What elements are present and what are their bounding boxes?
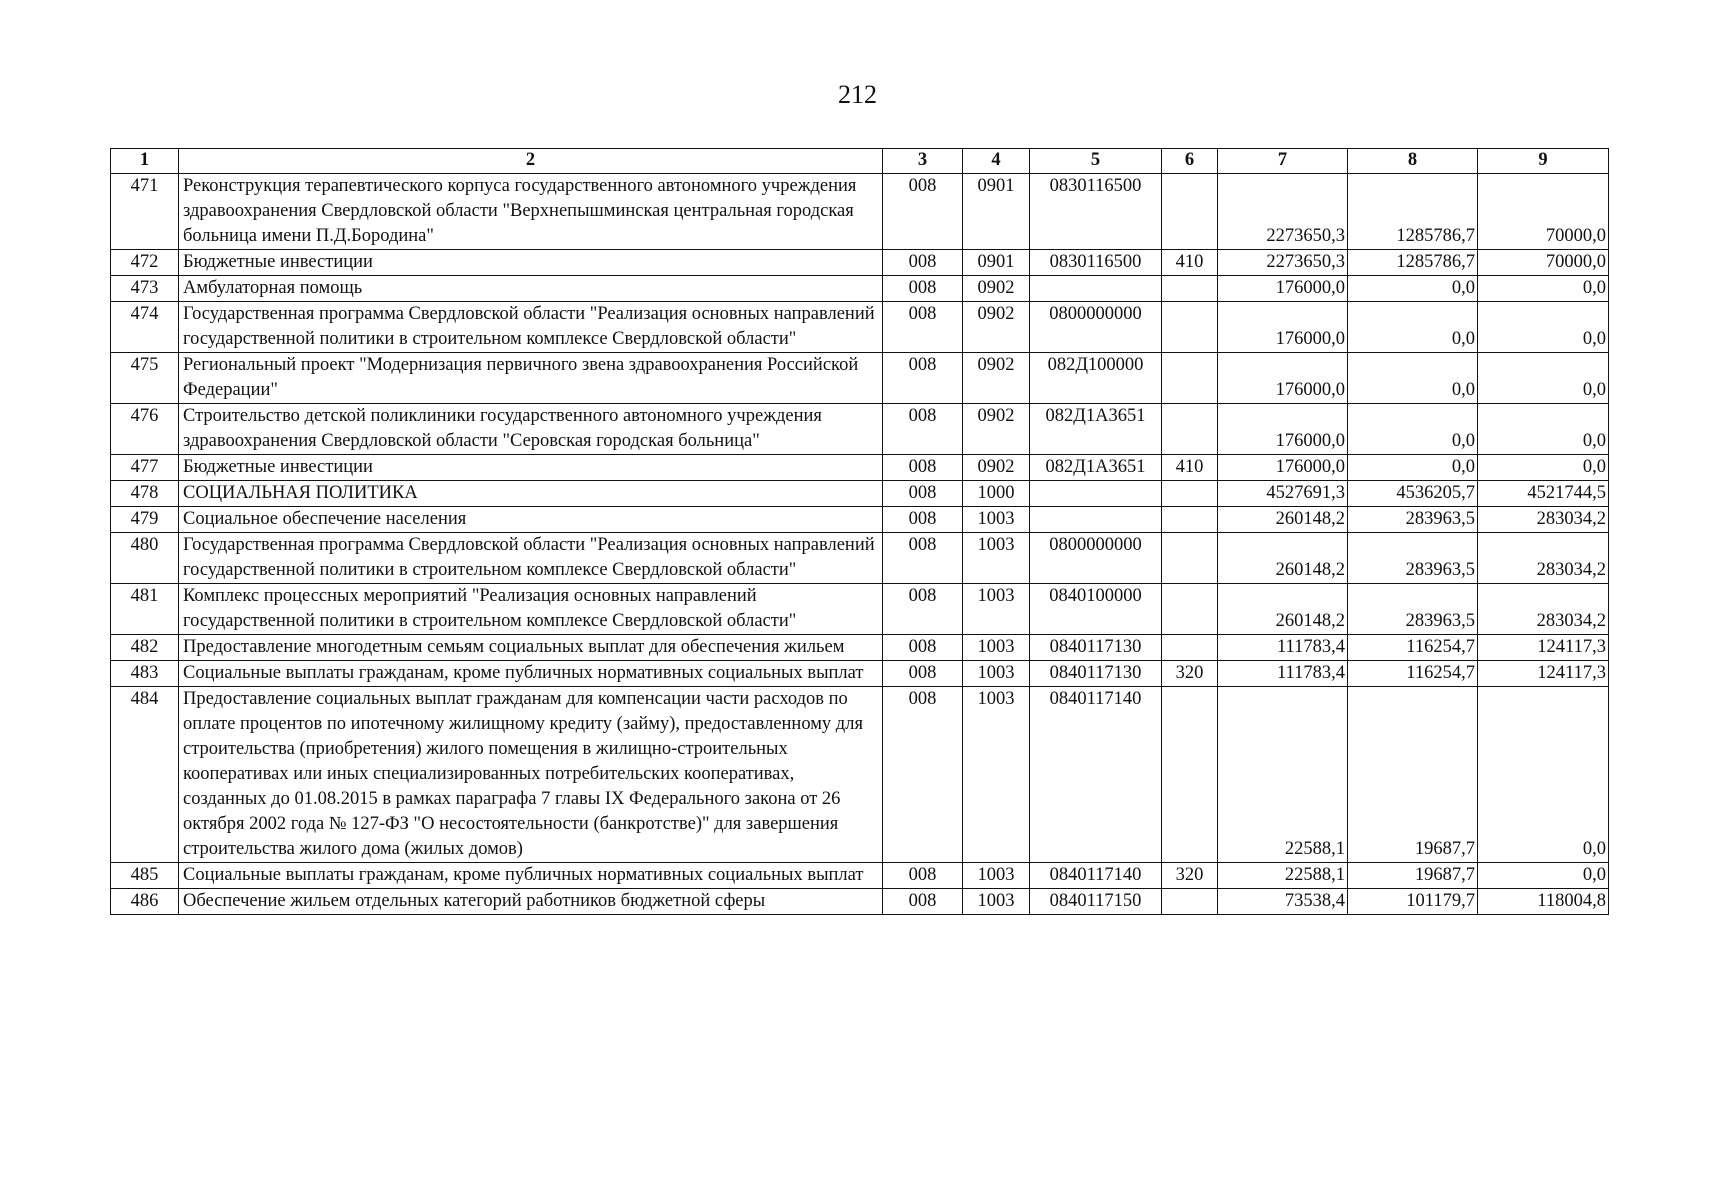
expense-type-code: [1162, 533, 1218, 584]
target-article-code: 0840117130: [1030, 635, 1162, 661]
target-article-code: [1030, 507, 1162, 533]
table-row: [111, 276, 1609, 302]
expense-type-code: [1162, 635, 1218, 661]
column-header: 9: [1478, 149, 1609, 174]
expense-name: Реконструкция терапевтического корпуса государственного автономного учреждения здравоохранения Свердловской области "Верхнепышминская центральная городская больница имени П.Д.Бородина": [179, 174, 883, 250]
section-code: 0901: [963, 174, 1030, 250]
expense-name: Обеспечение жильем отдельных категорий работников бюджетной сферы: [179, 889, 883, 915]
amount-col-7: 176000,0: [1218, 404, 1348, 455]
section-code: 1003: [963, 863, 1030, 889]
amount-col-8: 0,0: [1348, 302, 1478, 353]
ministry-code: 008: [883, 635, 963, 661]
expense-type-code: [1162, 174, 1218, 250]
section-code: 0902: [963, 302, 1030, 353]
amount-col-9: 0,0: [1478, 455, 1609, 481]
amount-col-9: 70000,0: [1478, 250, 1609, 276]
section-code: 0902: [963, 276, 1030, 302]
amount-col-9: 283034,2: [1478, 584, 1609, 635]
table-row: [111, 302, 1609, 353]
ministry-code: 008: [883, 889, 963, 915]
expense-type-code: [1162, 276, 1218, 302]
row-number: 478: [111, 481, 179, 507]
expense-name: Социальные выплаты гражданам, кроме публичных нормативных социальных выплат: [179, 661, 883, 687]
target-article-code: 0840117130: [1030, 661, 1162, 687]
amount-col-9: 0,0: [1478, 302, 1609, 353]
expense-type-code: [1162, 404, 1218, 455]
amount-col-7: 2273650,3: [1218, 174, 1348, 250]
amount-col-8: 116254,7: [1348, 661, 1478, 687]
ministry-code: 008: [883, 302, 963, 353]
expense-type-code: [1162, 507, 1218, 533]
amount-col-9: 124117,3: [1478, 635, 1609, 661]
table-row: [111, 687, 1609, 863]
expense-type-code: [1162, 889, 1218, 915]
expense-name: Государственная программа Свердловской области "Реализация основных направлений государственной политики в строительном комплексе Свердловской области": [179, 302, 883, 353]
expense-name: Строительство детской поликлиники государственного автономного учреждения здравоохранения Свердловской области "Серовская городская больница": [179, 404, 883, 455]
amount-col-7: 22588,1: [1218, 863, 1348, 889]
row-number: 480: [111, 533, 179, 584]
ministry-code: 008: [883, 863, 963, 889]
target-article-code: 0800000000: [1030, 533, 1162, 584]
column-header: 7: [1218, 149, 1348, 174]
expense-name: Амбулаторная помощь: [179, 276, 883, 302]
target-article-code: 0800000000: [1030, 302, 1162, 353]
target-article-code: 082Д1А3651: [1030, 455, 1162, 481]
expense-type-code: [1162, 481, 1218, 507]
amount-col-8: 4536205,7: [1348, 481, 1478, 507]
amount-col-9: 0,0: [1478, 276, 1609, 302]
ministry-code: 008: [883, 353, 963, 404]
row-number: 486: [111, 889, 179, 915]
row-number: 471: [111, 174, 179, 250]
table-row: [111, 455, 1609, 481]
row-number: 482: [111, 635, 179, 661]
table-row: [111, 481, 1609, 507]
amount-col-9: 70000,0: [1478, 174, 1609, 250]
amount-col-8: 19687,7: [1348, 687, 1478, 863]
table-row: [111, 889, 1609, 915]
section-code: 0902: [963, 353, 1030, 404]
row-number: 472: [111, 250, 179, 276]
amount-col-8: 1285786,7: [1348, 250, 1478, 276]
amount-col-9: 124117,3: [1478, 661, 1609, 687]
expense-type-code: 320: [1162, 661, 1218, 687]
amount-col-7: 73538,4: [1218, 889, 1348, 915]
column-header: 5: [1030, 149, 1162, 174]
amount-col-7: 260148,2: [1218, 507, 1348, 533]
target-article-code: 0840117140: [1030, 863, 1162, 889]
row-number: 481: [111, 584, 179, 635]
target-article-code: 082Д100000: [1030, 353, 1162, 404]
expense-name: Предоставление многодетным семьям социальных выплат для обеспечения жильем: [179, 635, 883, 661]
table-row: [111, 174, 1609, 250]
amount-col-7: 176000,0: [1218, 353, 1348, 404]
column-header: 8: [1348, 149, 1478, 174]
expense-type-code: [1162, 302, 1218, 353]
ministry-code: 008: [883, 661, 963, 687]
amount-col-7: 176000,0: [1218, 276, 1348, 302]
ministry-code: 008: [883, 455, 963, 481]
ministry-code: 008: [883, 533, 963, 584]
ministry-code: 008: [883, 687, 963, 863]
expense-type-code: [1162, 687, 1218, 863]
expense-name: Социальные выплаты гражданам, кроме публичных нормативных социальных выплат: [179, 863, 883, 889]
ministry-code: 008: [883, 481, 963, 507]
table-row: [111, 250, 1609, 276]
amount-col-7: 2273650,3: [1218, 250, 1348, 276]
section-code: 1003: [963, 661, 1030, 687]
amount-col-8: 0,0: [1348, 276, 1478, 302]
amount-col-9: 118004,8: [1478, 889, 1609, 915]
column-header: 6: [1162, 149, 1218, 174]
amount-col-7: 176000,0: [1218, 455, 1348, 481]
target-article-code: [1030, 481, 1162, 507]
amount-col-7: 176000,0: [1218, 302, 1348, 353]
page-number: 212: [838, 80, 877, 109]
expense-type-code: 410: [1162, 455, 1218, 481]
expense-name: Бюджетные инвестиции: [179, 250, 883, 276]
ministry-code: 008: [883, 174, 963, 250]
table-row: [111, 533, 1609, 584]
ministry-code: 008: [883, 250, 963, 276]
row-number: 484: [111, 687, 179, 863]
column-header: 4: [963, 149, 1030, 174]
ministry-code: 008: [883, 584, 963, 635]
section-code: 0902: [963, 455, 1030, 481]
section-code: 0902: [963, 404, 1030, 455]
ministry-code: 008: [883, 404, 963, 455]
amount-col-8: 19687,7: [1348, 863, 1478, 889]
table-header-row: [111, 149, 1609, 174]
table-row: [111, 584, 1609, 635]
amount-col-8: 0,0: [1348, 455, 1478, 481]
amount-col-8: 0,0: [1348, 404, 1478, 455]
table-row: [111, 507, 1609, 533]
table-row: [111, 661, 1609, 687]
expense-type-code: [1162, 584, 1218, 635]
amount-col-8: 1285786,7: [1348, 174, 1478, 250]
section-code: 0901: [963, 250, 1030, 276]
section-code: 1003: [963, 584, 1030, 635]
ministry-code: 008: [883, 276, 963, 302]
amount-col-8: 283963,5: [1348, 584, 1478, 635]
amount-col-7: 4527691,3: [1218, 481, 1348, 507]
column-header: 2: [179, 149, 883, 174]
target-article-code: 082Д1А3651: [1030, 404, 1162, 455]
target-article-code: 0830116500: [1030, 250, 1162, 276]
amount-col-9: 0,0: [1478, 687, 1609, 863]
amount-col-9: 0,0: [1478, 863, 1609, 889]
target-article-code: 0840117150: [1030, 889, 1162, 915]
expense-type-code: 320: [1162, 863, 1218, 889]
amount-col-7: 260148,2: [1218, 533, 1348, 584]
section-code: 1003: [963, 533, 1030, 584]
table-row: [111, 635, 1609, 661]
section-code: 1003: [963, 889, 1030, 915]
section-code: 1003: [963, 687, 1030, 863]
expense-name: Бюджетные инвестиции: [179, 455, 883, 481]
row-number: 473: [111, 276, 179, 302]
target-article-code: 0830116500: [1030, 174, 1162, 250]
column-header: 1: [111, 149, 179, 174]
amount-col-7: 111783,4: [1218, 635, 1348, 661]
section-code: 1003: [963, 635, 1030, 661]
expense-name: СОЦИАЛЬНАЯ ПОЛИТИКА: [179, 481, 883, 507]
table-row: [111, 863, 1609, 889]
amount-col-8: 283963,5: [1348, 507, 1478, 533]
amount-col-7: 111783,4: [1218, 661, 1348, 687]
expense-type-code: 410: [1162, 250, 1218, 276]
expense-type-code: [1162, 353, 1218, 404]
row-number: 479: [111, 507, 179, 533]
column-header: 3: [883, 149, 963, 174]
amount-col-9: 0,0: [1478, 404, 1609, 455]
amount-col-9: 283034,2: [1478, 507, 1609, 533]
amount-col-8: 116254,7: [1348, 635, 1478, 661]
row-number: 476: [111, 404, 179, 455]
amount-col-9: 283034,2: [1478, 533, 1609, 584]
expense-name: Комплекс процессных мероприятий "Реализация основных направлений государственной политики в строительном комплексе Свердловской области": [179, 584, 883, 635]
target-article-code: [1030, 276, 1162, 302]
expense-name: Социальное обеспечение населения: [179, 507, 883, 533]
amount-col-9: 4521744,5: [1478, 481, 1609, 507]
row-number: 477: [111, 455, 179, 481]
section-code: 1003: [963, 507, 1030, 533]
target-article-code: 0840117140: [1030, 687, 1162, 863]
target-article-code: 0840100000: [1030, 584, 1162, 635]
amount-col-7: 22588,1: [1218, 687, 1348, 863]
expense-name: Региональный проект "Модернизация первичного звена здравоохранения Российской Федерации": [179, 353, 883, 404]
row-number: 475: [111, 353, 179, 404]
row-number: 483: [111, 661, 179, 687]
amount-col-8: 0,0: [1348, 353, 1478, 404]
row-number: 485: [111, 863, 179, 889]
ministry-code: 008: [883, 507, 963, 533]
amount-col-9: 0,0: [1478, 353, 1609, 404]
expense-name: Предоставление социальных выплат гражданам для компенсации части расходов по оплате процентов по ипотечному жилищному кредиту (займу), предоставленному для строительства (приобретения) жилого помещения в жилищно-строительных кооперативах или иных специализированных потребительских кооперативах, созданных до 01.08.2015 в рамках параграфа 7 главы IX Федерального закона от 26 октября 2002 года № 127-ФЗ "О несостоятельности (банкротстве)" для завершения строительства жилого дома (жилых домов): [179, 687, 883, 863]
section-code: 1000: [963, 481, 1030, 507]
amount-col-8: 101179,7: [1348, 889, 1478, 915]
table-row: [111, 404, 1609, 455]
budget-table: [110, 148, 1609, 915]
amount-col-7: 260148,2: [1218, 584, 1348, 635]
amount-col-8: 283963,5: [1348, 533, 1478, 584]
expense-name: Государственная программа Свердловской области "Реализация основных направлений государственной политики в строительном комплексе Свердловской области": [179, 533, 883, 584]
table-row: [111, 353, 1609, 404]
row-number: 474: [111, 302, 179, 353]
